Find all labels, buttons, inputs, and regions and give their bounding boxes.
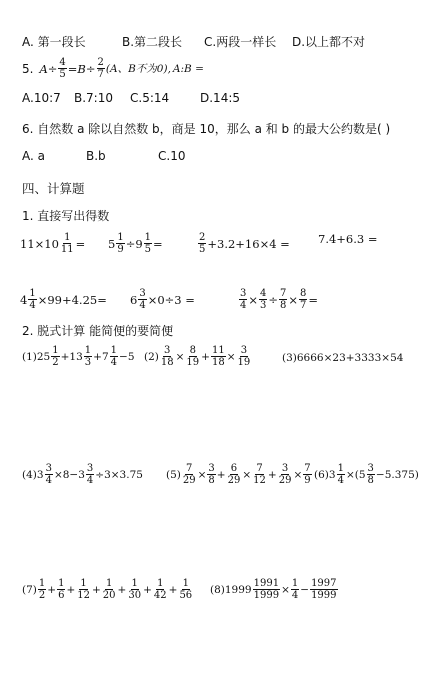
fraction: $\frac{1}{4}$: [110, 345, 118, 368]
subsection-calc: 2. 脱式计算 能简便的要简便: [22, 324, 174, 338]
q5-fraction-1: $\frac{4}{5}$: [59, 57, 66, 80]
q4-option-c: C.两段一样长: [204, 35, 277, 49]
fraction: $\frac{1}{6}$: [58, 578, 65, 601]
fraction: $\frac{1}{12}$: [77, 578, 90, 601]
q5-div-2: ÷: [85, 61, 96, 76]
q4-option-a: A. 第一段长: [22, 35, 86, 49]
q5-var-a: A: [39, 61, 48, 76]
fraction: $\frac{1997}{1999}$: [311, 578, 337, 601]
fraction: $\frac{6}{29}$: [227, 463, 241, 486]
q5-question: [22, 57, 204, 80]
calc-problem-3: (3)6666×23+3333×54: [282, 352, 404, 364]
fraction: $\frac{4}{3}$: [260, 288, 267, 311]
direct-expr-1: 11×10 $\frac{1}{11}$ =: [20, 232, 86, 255]
direct-expr-6: 6 $\frac{3}{4}$ ×0÷3 =: [130, 288, 195, 311]
fraction: $\frac{1}{11}$: [60, 232, 74, 255]
q5-ratio: A:B =: [172, 62, 204, 75]
q5-var-b: B: [77, 61, 86, 76]
q5-label: 5.: [22, 61, 34, 76]
calc-problem-5: (5) $\frac{7}{29}$ × $\frac{3}{8}$ + $\frac{6}{29}$ × $\frac{7}{12}$ + $\frac{3}{29}$ × $\frac{7}{9}$: [166, 463, 311, 486]
fraction: $\frac{1}{2}$: [38, 578, 46, 601]
fraction: $\frac{2}{5}$: [199, 232, 206, 255]
fraction: $\frac{7}{12}$: [253, 463, 266, 486]
direct-expr-5: 4 $\frac{1}{4}$ ×99+4.25=: [20, 288, 107, 311]
fraction: $\frac{7}{9}$: [304, 463, 311, 486]
q5-div: ÷: [47, 61, 58, 76]
q6-option-b: B.b: [86, 149, 106, 163]
fraction: $\frac{1}{20}$: [102, 578, 116, 601]
fraction: $\frac{3}{4}$: [240, 288, 247, 311]
fraction: $\frac{1}{4}$: [337, 463, 344, 486]
fraction: $\frac{8}{7}$: [300, 288, 307, 311]
direct-expr-3: $\frac{2}{5}$ +3.2+16×4 =: [199, 232, 290, 255]
fraction: $\frac{7}{8}$: [280, 288, 287, 311]
calc-problem-1: (1) 25 $\frac{1}{2}$ +13 $\frac{1}{3}$ +7 $\frac{1}{4}$ −5: [22, 345, 135, 368]
q4-option-b: B.第二段长: [122, 35, 183, 49]
calc-problem-7: (7) $\frac{1}{2}$ + $\frac{1}{6}$ + $\frac{1}{12}$ + $\frac{1}{20}$ + $\frac{1}{30}$ + $\frac{1}{42}$ + $\frac{1}{56}$: [22, 578, 193, 601]
fraction: $\frac{1}{30}$: [128, 578, 142, 601]
fraction: $\frac{1991}{1999}$: [253, 578, 280, 601]
q5-condition: (A、B不为0),: [105, 63, 171, 75]
fraction: $\frac{3}{29}$: [278, 463, 292, 486]
calc-problem-6: (6)3 $\frac{1}{4}$ ×(5 $\frac{3}{8}$ −5.375): [314, 463, 419, 486]
q5-fraction-2: $\frac{2}{7}$: [97, 57, 104, 80]
fraction: $\frac{1}{3}$: [84, 345, 92, 368]
fraction: $\frac{1}{2}$: [52, 345, 59, 368]
q5-option-c: C.5:14: [130, 91, 170, 105]
fraction: $\frac{8}{19}$: [186, 345, 200, 368]
fraction: $\frac{1}{9}$: [117, 232, 124, 255]
direct-expr-2: 5 $\frac{1}{9}$ ÷9 $\frac{1}{5}$ =: [108, 232, 163, 255]
q5-equals: =: [67, 61, 78, 76]
fraction: $\frac{3}{8}$: [208, 463, 215, 486]
fraction: $\frac{3}{4}$: [86, 463, 94, 486]
q4-option-d: D.以上都不对: [292, 35, 366, 49]
calc-problem-4: (4)3 $\frac{3}{4}$ ×8−3 $\frac{3}{4}$ ÷3×3.75: [22, 463, 143, 486]
fraction: $\frac{3}{18}$: [160, 345, 174, 368]
fraction: $\frac{3}{4}$: [45, 463, 52, 486]
q6-question: 6. 自然数 a 除以自然数 b，商是 10，那么 a 和 b 的最大公约数是( ): [22, 122, 391, 136]
q5-option-d: D.14:5: [200, 91, 241, 105]
calc-problem-2: (2) $\frac{3}{18}$ × $\frac{8}{19}$ + $\frac{11}{18}$ × $\frac{3}{19}$: [144, 345, 251, 368]
q5-option-a: A.10:7: [22, 91, 61, 105]
fraction: $\frac{3}{19}$: [237, 345, 251, 368]
fraction: $\frac{1}{4}$: [29, 288, 36, 311]
fraction: $\frac{11}{18}$: [211, 345, 225, 368]
q6-option-a: A. a: [22, 149, 45, 163]
q6-option-c: C.10: [158, 149, 186, 163]
direct-expr-7: $\frac{3}{4}$ × $\frac{4}{3}$ ÷ $\frac{7}{8}$ × $\frac{8}{7}$ =: [240, 288, 319, 311]
section-title: 四、计算题: [22, 181, 85, 196]
fraction: $\frac{1}{4}$: [291, 578, 299, 601]
subsection-direct: 1. 直接写出得数: [22, 209, 110, 223]
fraction: $\frac{7}{29}$: [182, 463, 196, 486]
fraction: $\frac{1}{42}$: [153, 578, 167, 601]
fraction: $\frac{1}{5}$: [144, 232, 152, 255]
fraction: $\frac{3}{8}$: [367, 463, 374, 486]
fraction: $\frac{3}{4}$: [139, 288, 146, 311]
direct-expr-4: 7.4+6.3 =: [318, 232, 378, 246]
q5-option-b: B.7:10: [74, 91, 113, 105]
calc-problem-8: (8)1999 $\frac{1991}{1999}$ × $\frac{1}{4}$ − $\frac{1997}{1999}$: [210, 578, 337, 601]
fraction: $\frac{1}{56}$: [179, 578, 193, 601]
